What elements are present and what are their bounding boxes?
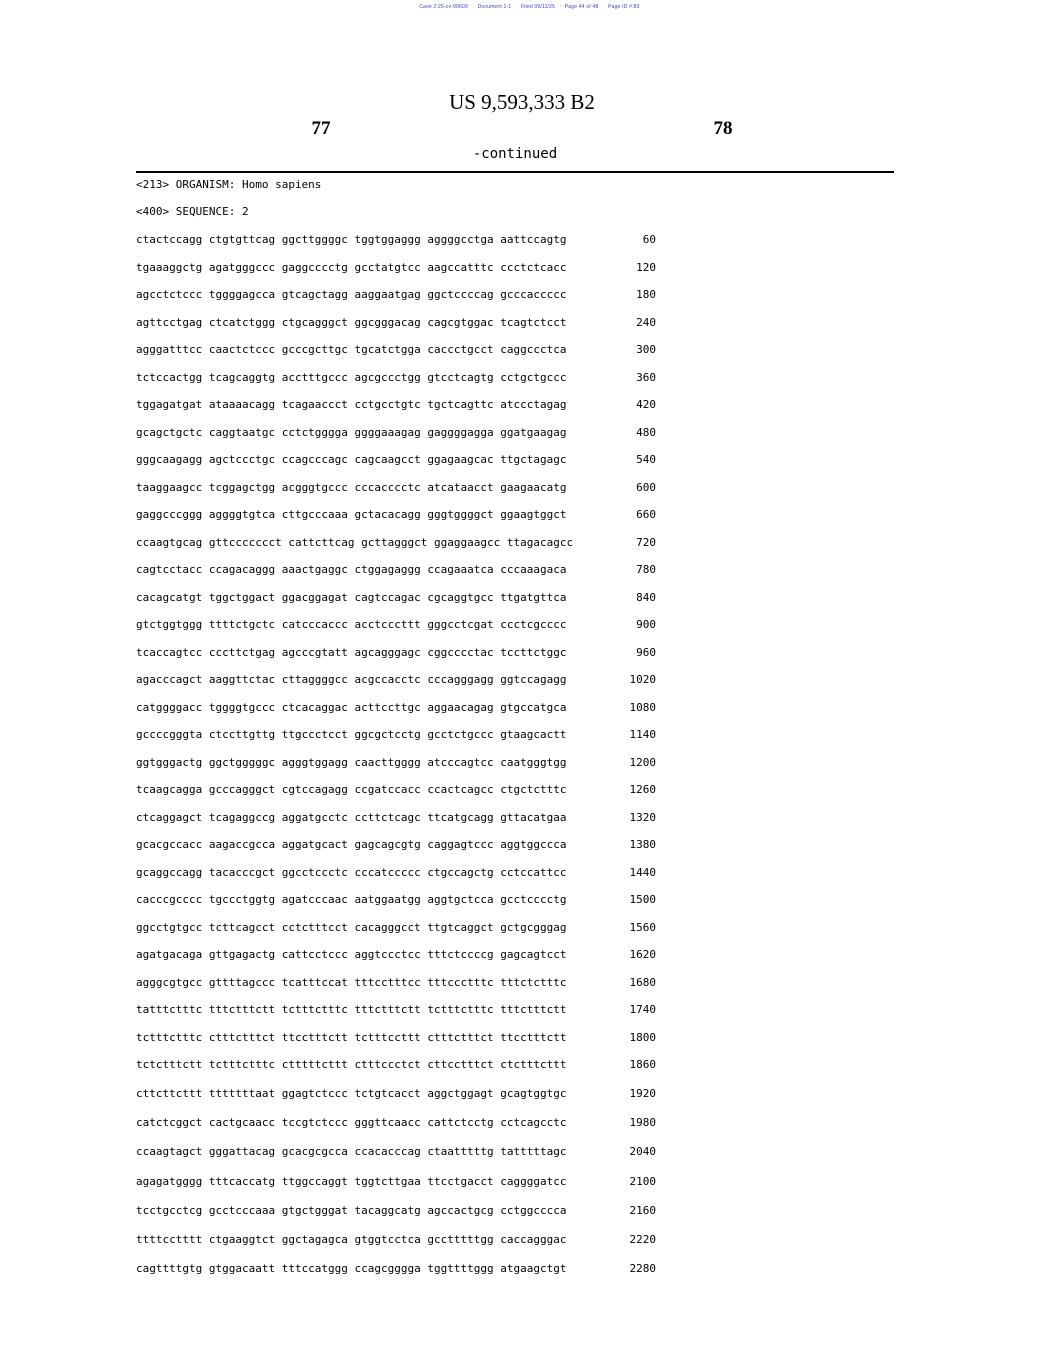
sequence-row (136, 646, 656, 660)
sequence-position: 960 (636, 645, 656, 659)
sequence-position: 180 (636, 288, 656, 301)
sequence-row (136, 343, 656, 357)
sequence-position: 2280 (629, 1262, 656, 1276)
sequence-row (136, 701, 656, 715)
sequence-text: ccaagtgcag gttccccccct cattcttcag gcttagggct ggaggaagcc ttagacagcc (136, 535, 574, 549)
sequence-text: gcacgccacc aagaccgcca aggatgcact gagcagcgtg caggagtccc aggtggccca (136, 838, 567, 851)
sequence-text: tcaagcagga gcccagggct cgtccagagg ccgatccacc ccactcagcc ctgctctttc (136, 783, 567, 796)
sequence-position: 1320 (629, 810, 656, 824)
sequence-position: 1080 (629, 700, 656, 714)
sequence-position: 120 (636, 260, 656, 274)
sequence-row (136, 371, 656, 385)
sequence-id-line: <400> SEQUENCE: 2 (136, 205, 249, 218)
sequence-row (136, 893, 656, 907)
sequence-text: gcagctgctc caggtaatgc cctctgggga ggggaaagag gaggggagga ggatgaagag (136, 425, 567, 439)
sequence-row (136, 1116, 656, 1130)
sequence-row (136, 536, 656, 550)
sequence-text: tggagatgat ataaaacagg tcagaaccct cctgcctgtc tgctcagttc atccctagag (136, 398, 567, 411)
sequence-text: agcctctccc tggggagcca gtcagctagg aaggaatgag ggctccccag gcccaccccc (136, 288, 567, 301)
sequence-text: catggggacc tggggtgccc ctcacaggac acttccttgc aggaacagag gtgccatgca (136, 700, 567, 714)
sequence-text: gccccgggta ctccttgttg ttgccctcct ggcgctcctg gcctctgccc gtaagcactt (136, 728, 567, 741)
sequence-text: agggcgtgcc gttttagccc tcatttccat tttcctttcc tttccctttc tttctctttc (136, 975, 567, 989)
column-number-left: 77 (311, 118, 331, 139)
sequence-position: 1560 (629, 920, 656, 934)
sequence-row (136, 508, 656, 522)
sequence-position: 1020 (629, 673, 656, 686)
sequence-row (136, 1087, 656, 1101)
continued-label: -continued (472, 146, 558, 162)
sequence-position: 2220 (629, 1233, 656, 1246)
sequence-text: ctcaggagct tcagaggccg aggatgcctc ccttctcagc ttcatgcagg gttacatgaa (136, 810, 567, 824)
sequence-position: 660 (636, 508, 656, 521)
sequence-text: agggatttcc caactctccc gcccgcttgc tgcatctgga caccctgcct caggccctca (136, 343, 567, 356)
page-id: Page ID #:83 (608, 4, 640, 10)
sequence-row (136, 261, 656, 275)
sequence-row (136, 481, 656, 495)
sequence-text: agttcctgag ctcatctggg ctgcagggct ggcgggacag cagcgtggac tcagtctcct (136, 315, 567, 329)
sequence-position: 1800 (629, 1030, 656, 1044)
sequence-position: 600 (636, 480, 656, 494)
sequence-row (136, 728, 656, 742)
sequence-position: 900 (636, 618, 656, 631)
sequence-position: 2160 (629, 1203, 656, 1217)
sequence-row (136, 316, 656, 330)
sequence-row (136, 756, 656, 770)
sequence-row (136, 288, 656, 302)
sequence-position: 2040 (629, 1145, 656, 1159)
sequence-row (136, 673, 656, 687)
sequence-position: 1620 (629, 948, 656, 961)
sequence-text: tctccactgg tcagcaggtg acctttgccc agcgccctgg gtcctcagtg cctgctgccc (136, 370, 567, 384)
sequence-row (136, 811, 656, 825)
sequence-text: tctctttctt tctttctttc ctttttcttt ctttccctct cttcctttct ctctttcttt (136, 1058, 567, 1071)
sequence-text: gggcaagagg agctccctgc ccagcccagc cagcaagcct ggagaagcac ttgctagagc (136, 453, 567, 466)
case-number: Case 2:25-cv-00609 (419, 4, 468, 10)
sequence-row (136, 563, 656, 577)
sequence-text: cttcttcttt tttttttaat ggagtctccc tctgtcacct aggctggagt gcagtggtgc (136, 1087, 567, 1100)
sequence-position: 360 (636, 370, 656, 384)
sequence-position: 1200 (629, 755, 656, 769)
sequence-text: agatgacaga gttgagactg cattcctccc aggtccctcc tttctccccg gagcagtcct (136, 948, 567, 961)
sequence-row (136, 1233, 656, 1247)
column-number-right: 78 (713, 118, 733, 139)
sequence-position: 1860 (629, 1058, 656, 1071)
sequence-row (136, 618, 656, 632)
sequence-row (136, 948, 656, 962)
sequence-position: 2100 (629, 1174, 656, 1188)
sequence-text: catctcggct cactgcaacc tccgtctccc gggttcaacc cattctcctg cctcagcctc (136, 1116, 567, 1130)
sequence-row (136, 453, 656, 467)
sequence-position: 60 (642, 233, 656, 246)
sequence-text: cacagcatgt tggctggact ggacggagat cagtccagac cgcaggtgcc ttgatgttca (136, 590, 567, 604)
sequence-position: 1740 (629, 1003, 656, 1016)
sequence-row (136, 976, 656, 990)
sequence-text: tcctgcctcg gcctcccaaa gtgctgggat tacaggcatg agccactgcg cctggcccca (136, 1203, 567, 1217)
sequence-text: cagttttgtg gtggacaatt tttccatggg ccagcgggga tggttttggg atgaagctgt (136, 1262, 567, 1276)
sequence-row (136, 1175, 656, 1189)
sequence-position: 240 (636, 315, 656, 329)
sequence-text: ttttcctttt ctgaaggtct ggctagagca gtggtcctca gcctttttgg caccagggac (136, 1233, 567, 1246)
sequence-position: 1140 (629, 728, 656, 741)
sequence-row (136, 921, 656, 935)
sequence-position: 720 (636, 535, 656, 549)
sequence-position: 1680 (629, 975, 656, 989)
sequence-position: 1440 (629, 865, 656, 879)
document-number: Document 1-1 (477, 4, 512, 10)
sequence-text: ggcctgtgcc tcttcagcct cctctttcct cacagggcct ttgtcaggct gctgcgggag (136, 920, 567, 934)
sequence-text: agacccagct aaggttctac cttaggggcc acgccacctc cccagggagg ggtccagagg (136, 673, 567, 686)
sequence-position: 480 (636, 425, 656, 439)
sequence-row (136, 1145, 656, 1159)
filed-date: Filed 09/11/25 (520, 4, 556, 10)
page-count: Page 44 of 48 (564, 4, 599, 10)
sequence-row (136, 1031, 656, 1045)
sequence-position: 1380 (629, 838, 656, 851)
sequence-text: cagtcctacc ccagacaggg aaactgaggc ctggagaggg ccagaaatca cccaaagaca (136, 563, 567, 576)
sequence-text: tatttctttc tttctttctt tctttctttc tttctttctt tctttctttc tttctttctt (136, 1003, 567, 1016)
sequence-row (136, 1262, 656, 1276)
sequence-row (136, 591, 656, 605)
case-header-stamp (0, 4, 1059, 10)
sequence-text: gaggcccggg aggggtgtca cttgcccaaa gctacacagg gggtggggct ggaagtggct (136, 508, 567, 521)
sequence-position: 780 (636, 563, 656, 576)
sequence-text: tctttctttc ctttctttct ttcctttctt tctttccttt ctttctttct ttcctttctt (136, 1030, 567, 1044)
sequence-position: 1920 (629, 1087, 656, 1100)
header-divider (136, 171, 894, 173)
sequence-position: 840 (636, 590, 656, 604)
sequence-row (136, 783, 656, 797)
sequence-row (136, 1058, 656, 1072)
sequence-text: agagatgggg tttcaccatg ttggccaggt tggtcttgaa ttcctgacct caggggatcc (136, 1174, 567, 1188)
sequence-row (136, 426, 656, 440)
sequence-row (136, 838, 656, 852)
sequence-position: 1980 (629, 1116, 656, 1130)
sequence-position: 420 (636, 398, 656, 411)
sequence-row (136, 1003, 656, 1017)
sequence-position: 300 (636, 343, 656, 356)
sequence-text: ctactccagg ctgtgttcag ggcttggggc tggtggaggg aggggcctga aattccagtg (136, 233, 567, 246)
sequence-position: 1260 (629, 783, 656, 796)
sequence-text: ccaagtagct gggattacag gcacgcgcca ccacacccag ctaatttttg tatttttagc (136, 1145, 567, 1159)
patent-number: US 9,593,333 B2 (449, 90, 595, 114)
sequence-text: gcaggccagg tacacccgct ggcctccctc cccatccccc ctgccagctg cctccattcc (136, 865, 567, 879)
sequence-text: ggtgggactg ggctgggggc agggtggagg caacttgggg atcccagtcc caatgggtgg (136, 755, 567, 769)
sequence-row (136, 1204, 656, 1218)
sequence-text: tgaaaggctg agatgggccc gaggcccctg gcctatgtcc aagccatttc ccctctcacc (136, 260, 567, 274)
sequence-text: tcaccagtcc cccttctgag agcccgtatt agcagggagc cggcccctac tccttctggc (136, 645, 567, 659)
sequence-position: 540 (636, 453, 656, 466)
sequence-row (136, 233, 656, 247)
sequence-text: gtctggtggg ttttctgctc catcccaccc acctcccttt gggcctcgat ccctcgcccc (136, 618, 567, 631)
sequence-row (136, 866, 656, 880)
sequence-position: 1500 (629, 893, 656, 906)
sequence-text: cacccgcccc tgccctggtg agatcccaac aatggaatgg aggtgctcca gcctcccctg (136, 893, 567, 906)
organism-line: <213> ORGANISM: Homo sapiens (136, 178, 322, 191)
sequence-text: taaggaagcc tcggagctgg acgggtgccc cccacccctc atcataacct gaagaacatg (136, 480, 567, 494)
sequence-row (136, 398, 656, 412)
